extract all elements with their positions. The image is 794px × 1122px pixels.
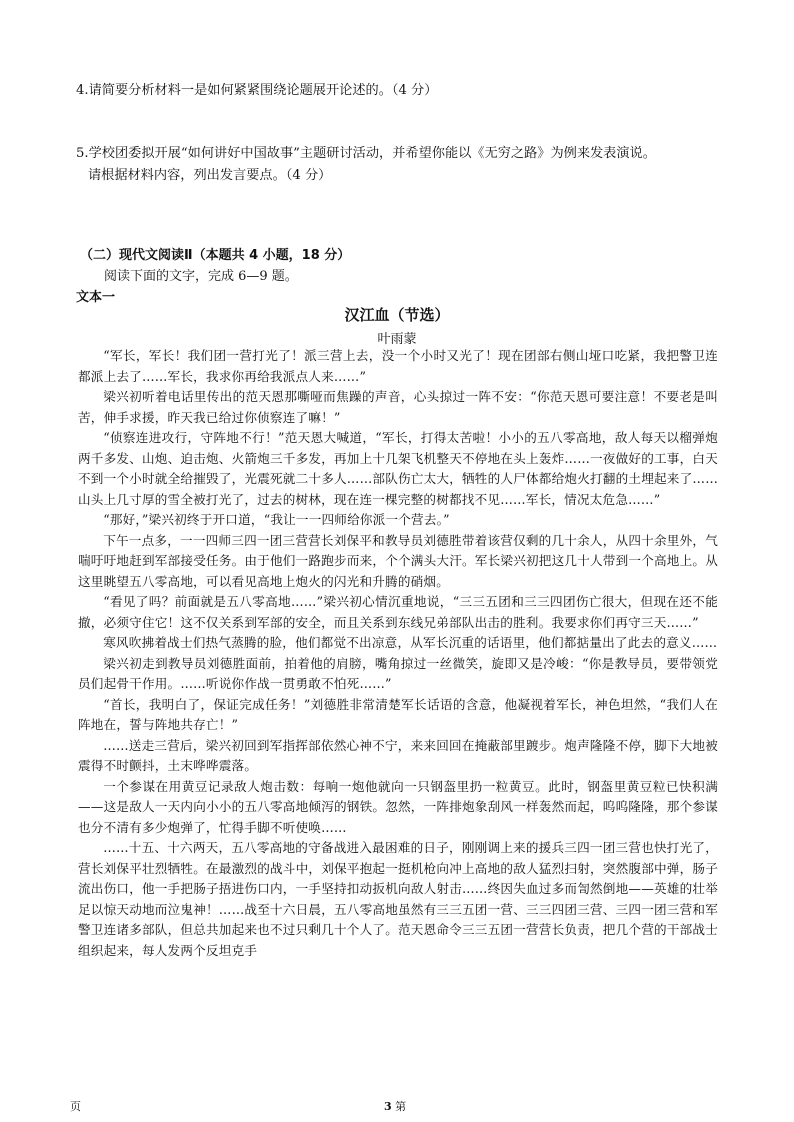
paragraph: 下午一点多，一一四师三四一团三营营长刘保平和教导员刘德胜带着该营仅剩的几十余人，从四十余里外，气喘吁吁地赶到军部接受任务。由于他们一路跑步而来，个个满头大汗。军长梁兴初把这几十人带到一个高地上。从这里眺望五八零高地，可以看见高地上炮火的闪光和升腾的硝烟。 (78, 532, 718, 589)
footer-left: 页 (70, 1100, 81, 1113)
question-4-text: 4.请简要分析材料一是如何紧紧围绕论题展开论述的。（4 分） (76, 83, 438, 98)
question-5 (76, 143, 656, 187)
page-number-value: 3 (384, 1100, 392, 1113)
paragraph: 梁兴初走到教导员刘德胜面前，拍着他的肩膀，嘴角掠过一丝微笑，旋即又是冷峻：“你是教导员，要带领党员们起骨干作用。……听说你作战一贯勇敢不怕死……” (78, 655, 718, 691)
paragraph: 梁兴初听着电话里传出的范天恩那嘶哑而焦躁的声音，心头掠过一阵不安：“你范天恩可要注意！不要老是叫苦，伸手求援，昨天我已给过你侦察连了嘛！” (78, 389, 718, 425)
page-number (384, 1098, 406, 1114)
paragraph: ……送走三营后，梁兴初回到军指挥部依然心神不宁，来来回回在掩蔽部里踱步。炮声隆隆不停，脚下大地被震得不时颤抖，土末哗哗震落。 (78, 737, 718, 773)
section-heading: （二）现代文阅读Ⅱ（本题共 4 小题，18 分） (80, 248, 351, 263)
article-title: 汉江血（节选） (344, 306, 450, 324)
question-5-line2: 请根据材料内容，列出发言要点。（4 分） (88, 168, 332, 183)
section-instruction: 阅读下面的文字，完成 6—9 题。 (104, 269, 298, 284)
article-body (78, 346, 718, 961)
paragraph: 一个参谋在用黄豆记录敌人炮击数：每响一炮他就向一只钢盔里扔一粒黄豆。此时，钢盔里黄豆粒已快积满——这是敌人一天内向小小的五八零高地倾泻的钢铁。忽然，一阵排炮象刮风一样轰然而起，呜呜隆隆，那个参谋也分不清有多少炮弹了，忙得手脚不听使唤…… (78, 778, 718, 835)
question-5-line1: 5.学校团委拟开展“如何讲好中国故事”主题研讨活动，并希望你能以《无穷之路》为例来发表演说。 (76, 146, 656, 161)
paragraph: “军长，军长！我们团一营打光了！派三营上去，没一个小时又光了！现在团部右侧山垭口吃紧，我把警卫连都派上去了……军长，我求你再给我派点人来……” (78, 348, 718, 384)
paragraph: 寒风吹拂着战士们热气蒸腾的脸，他们都觉不出凉意，从军长沉重的话语里，他们都掂量出了此去的意义…… (103, 635, 718, 650)
paragraph: “那好，”梁兴初终于开口道，“我让一一四师给你派一个营去。” (103, 512, 450, 527)
paragraph: “首长，我明白了，保证完成任务！”刘德胜非常清楚军长话语的含意，他凝视着军长，神色坦然，“我们人在阵地在，誓与阵地共存亡！” (78, 696, 718, 732)
text-label: 文本一 (76, 290, 116, 305)
article-author: 叶雨蒙 (377, 332, 417, 347)
page-number-suffix: 第 (395, 1100, 407, 1113)
paragraph: “侦察连进攻行，守阵地不行！”范天恩大喊道，“军长，打得太苦啦！小小的五八零高地，敌人每天以榴弹炮两千多发、山炮、迫击炮、火箭炮三千多发，再加上十几架飞机整天不停地在头上轰炸……一夜做好的工事，白天不到一个小时就全给摧毁了，光震死就二十多人……部队伤亡太大，牺牲的人尸体都给炮火打翻的土埋起来了……山头上几寸厚的雪全被打光了，过去的树林，现在连一棵完整的树都找不见……军长，情况太危急……” (78, 430, 718, 507)
paragraph: ……十五、十六两天，五八零高地的守备战进入最困难的日子，刚刚调上来的援兵三四一团三营也快打光了，营长刘保平壮烈牺牲。在最激烈的战斗中，刘保平抱起一挺机枪向冲上高地的敌人猛烈扫射，突然腹部中弹，肠子流出伤口，他一手把肠子捂进伤口内，一手坚持扣动扳机向敌人射击……终因失血过多而訇然倒地——英雄的壮举足以惊天动地而泣鬼神！……战至十六日晨，五八零高地虽然有三三五团一营、三三四团三营、三四一团三营和军警卫连诸多部队，但总共加起来也不过只剩几十个人了。范天恩命令三三五团一营营长负责，把几个营的干部战士组织起来，每人发两个反坦克手 (78, 840, 718, 958)
paragraph: “看见了吗？前面就是五八零高地……”梁兴初心情沉重地说，“三三五团和三三四团伤亡很大，但现在还不能撤，必须守住它！这不仅关系到军部的安全，而且关系到东线兄弟部队出击的胜利。我要求你们再守三天……” (78, 594, 718, 630)
question-4 (76, 80, 437, 102)
